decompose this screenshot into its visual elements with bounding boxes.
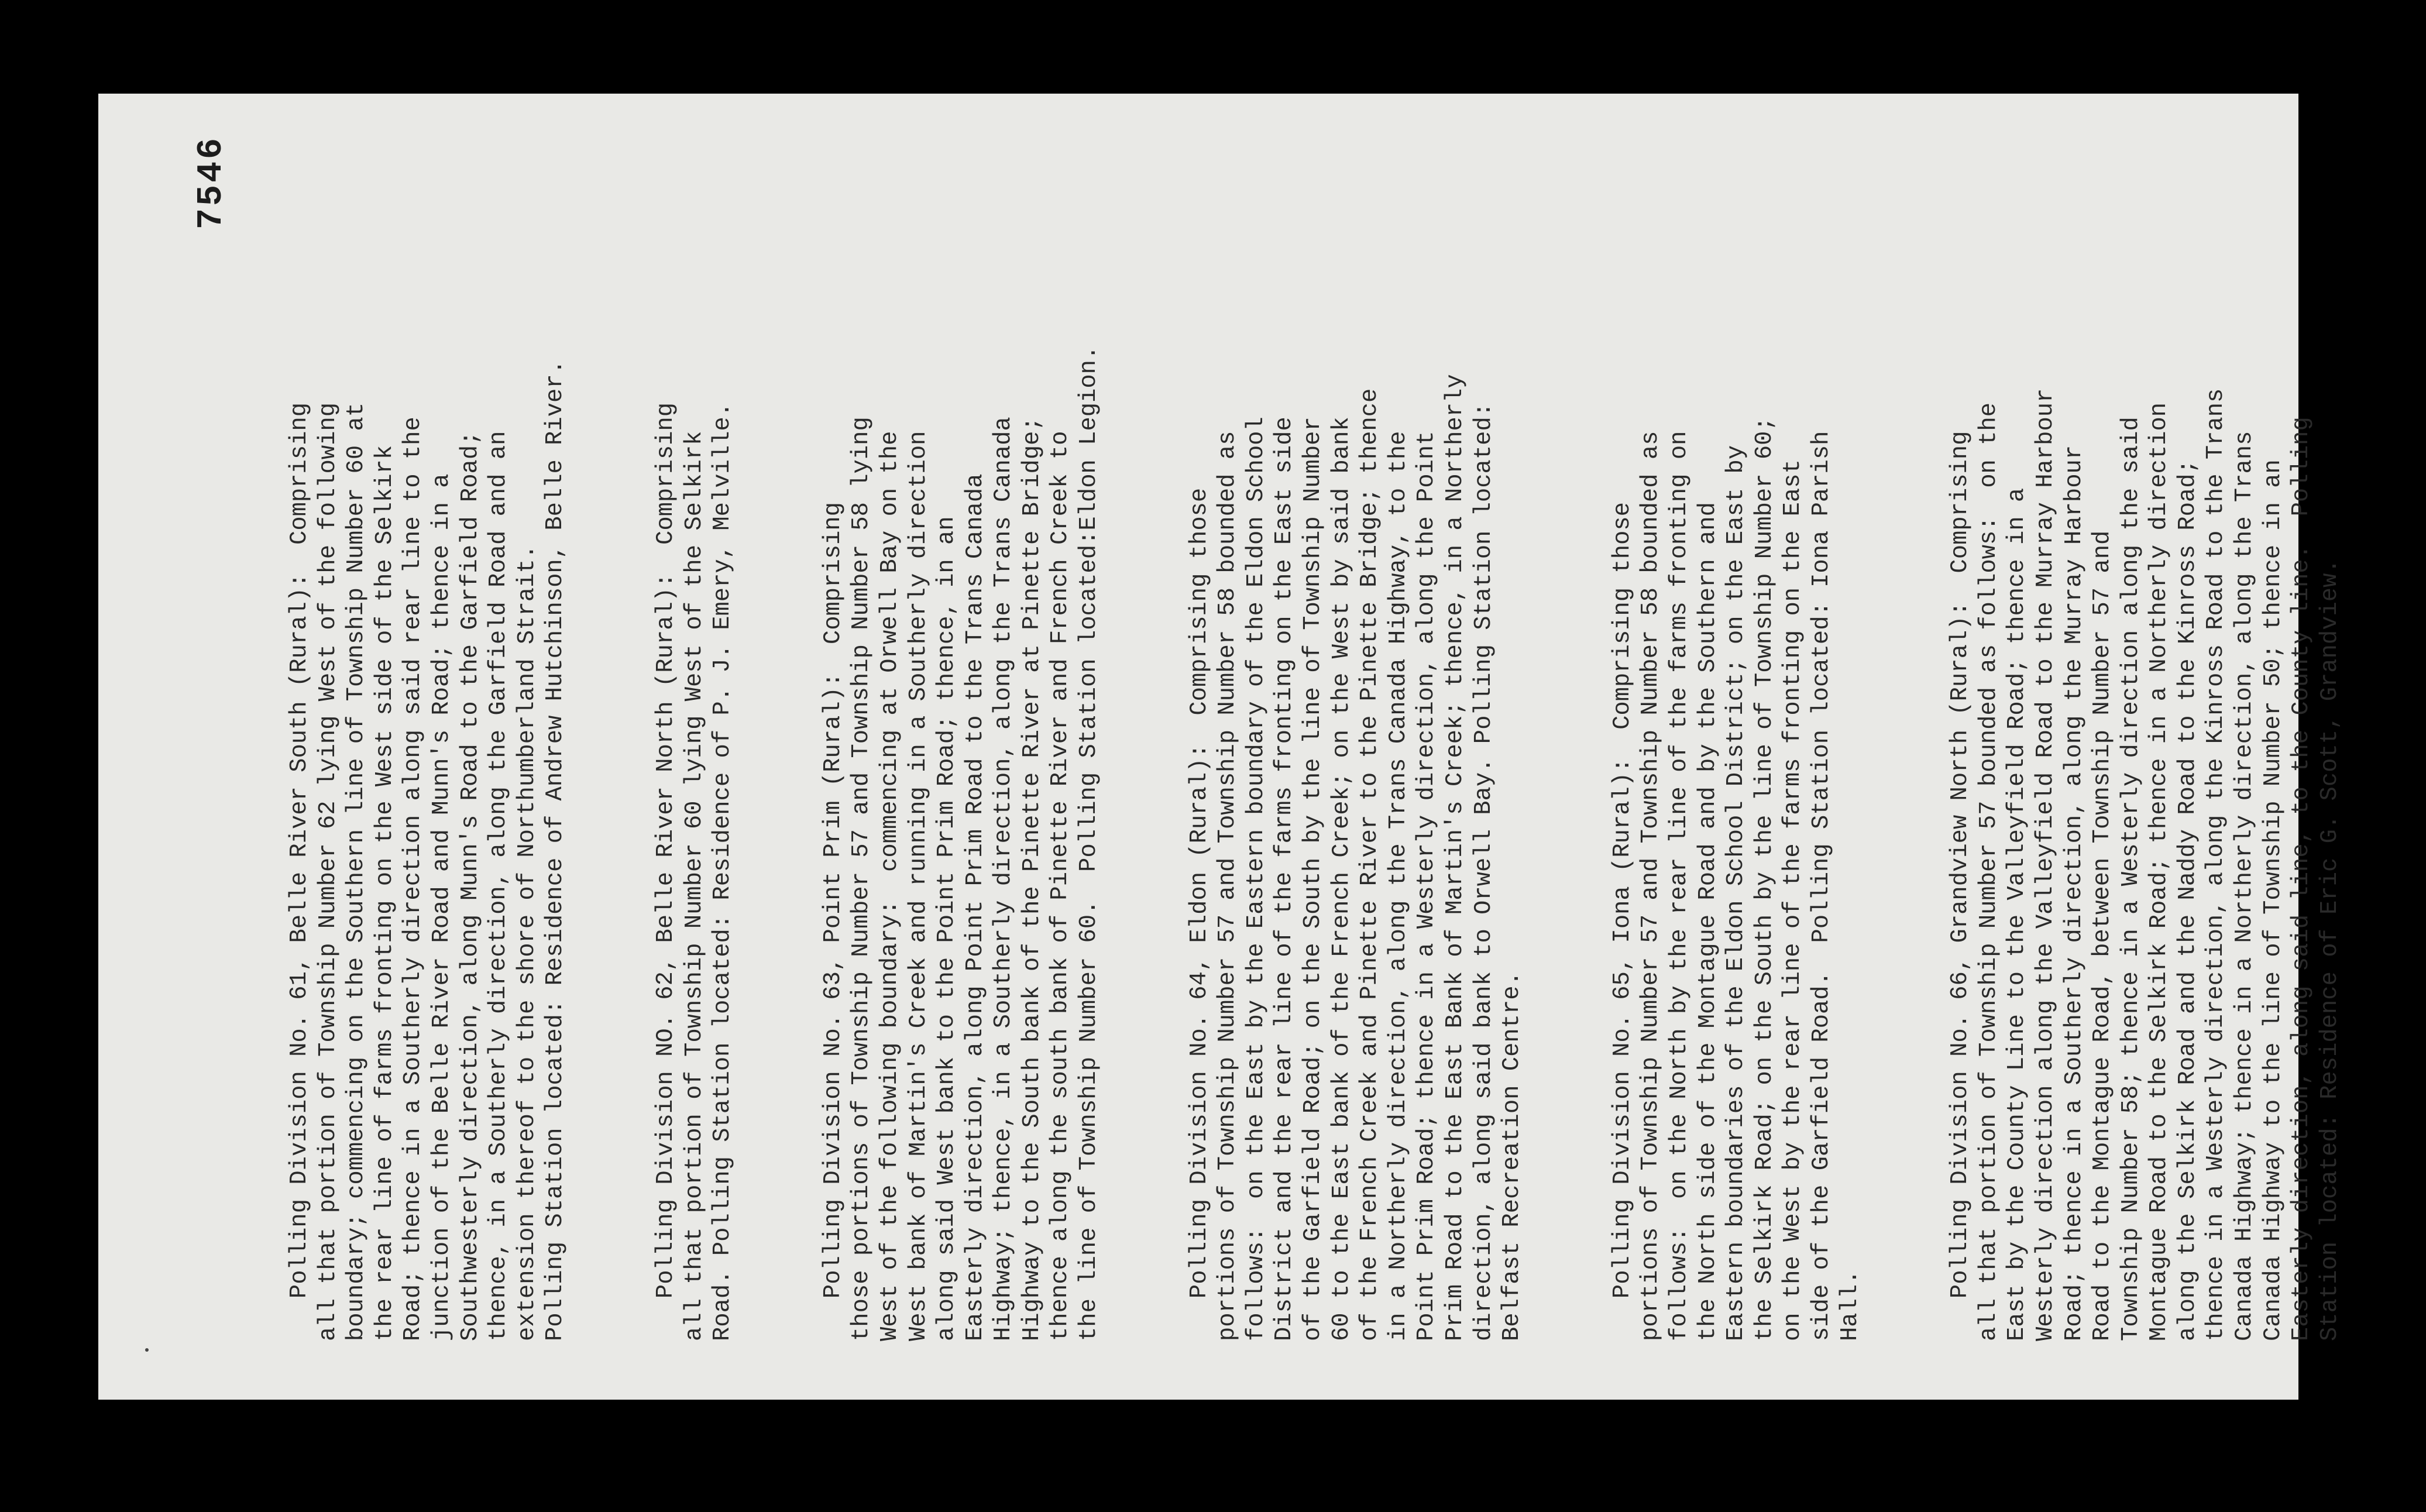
entry-line: West of the following boundary: commencing at Orwell Bay on the bbox=[876, 431, 903, 1341]
polling-division-entry bbox=[819, 136, 1104, 1341]
entry-line: portions of Township Number 57 and Township Number 58 bounded as bbox=[1637, 431, 1665, 1341]
entry-line: Point Prim Road; thence in a Westerly direction, along the Point bbox=[1413, 431, 1441, 1341]
entry-line: Polling Division NO. 62, Belle River North (Rural): Comprising bbox=[652, 402, 679, 1341]
entry-line: the Selkirk Road; on the South by the line of Township Number 60; bbox=[1751, 417, 1778, 1341]
entry-line: Polling Division No. 65, Iona (Rural): Comprising those bbox=[1609, 502, 1636, 1341]
entry-line: the North side of the Montague Road and by the Southern and bbox=[1694, 502, 1721, 1341]
polling-division-entry bbox=[1185, 136, 1527, 1341]
entry-line: the line of Township Number 60. Polling Station located:Eldon Legion. bbox=[1075, 345, 1103, 1341]
entry-line: Easterly direction, along Point Prim Road to the Trans Canada bbox=[961, 473, 989, 1341]
entry-line: West bank of Martin's Creek and running in a Southerly direction bbox=[905, 431, 932, 1341]
entry-line: Belfast Recreation Centre. bbox=[1499, 971, 1526, 1341]
scan-speck bbox=[145, 1348, 149, 1352]
entry-line: all that portion of Township Number 57 bounded as follows: on the bbox=[1975, 402, 2002, 1341]
polling-division-entry bbox=[652, 136, 737, 1341]
entry-line: Westerly direction along the Valleyfield Road to the Murray Harbour bbox=[2032, 388, 2059, 1341]
entry-line: Polling Station located: Residence of Andrew Hutchinson, Belle River. bbox=[542, 360, 569, 1341]
entry-line: side of the Garfield Road. Polling Station located: Iona Parish bbox=[1808, 431, 1835, 1341]
entry-line: Easterly direction, along said line, to the County line. Polling bbox=[2288, 417, 2315, 1341]
entry-line: Polling Division No. 64, Eldon (Rural): Comprising those bbox=[1185, 487, 1213, 1341]
entry-line: East by the County Line to the Valleyfield Road; thence in a bbox=[2004, 487, 2031, 1341]
entry-line: boundary; commencing on the Southern line of Township Number 60 at bbox=[343, 402, 370, 1341]
entry-line: Station located: Residence of Eric G. Scott, Grandview. bbox=[2316, 559, 2343, 1341]
entry-line: along the Selkirk Road and the Naddy Road to the Kinross Road; bbox=[2174, 459, 2201, 1341]
entry-line: Highway; thence, in a Southerly direction, along the Trans Canada bbox=[990, 417, 1018, 1341]
entry-line: follows: on the North by the rear line of the farms fronting on bbox=[1665, 431, 1693, 1341]
entry-line: those portions of Township Number 57 and Township Number 58 lying bbox=[848, 417, 875, 1341]
entry-line: of the French Creek and Pinette River to the Pinette Bridge; thence bbox=[1356, 388, 1384, 1341]
entry-line: all that portion of Township Number 60 lying West of the Selkirk bbox=[681, 431, 708, 1341]
entry-line: along said West bank to the Point Prim Road; thence, in an bbox=[933, 516, 961, 1341]
entry-line: extension thereof to the shore of Northumberland Strait. bbox=[513, 544, 541, 1341]
entry-line: all that portion of Township Number 62 lying West of the following bbox=[314, 402, 342, 1341]
entry-line: Canada Highway to the line of Township Number 50; thence in an bbox=[2259, 459, 2287, 1341]
polling-division-entry bbox=[1609, 136, 1864, 1341]
entry-line: Polling Division No. 61, Belle River South (Rural): Comprising bbox=[286, 402, 313, 1341]
entry-line: thence, in a Southerly direction, along the Garfield Road and an bbox=[485, 431, 513, 1341]
entry-line: 60 to the East bank of the French Creek; on the West by said bank bbox=[1328, 417, 1355, 1341]
entry-line: follows: on the East by the Eastern boundary of the Eldon School bbox=[1242, 417, 1270, 1341]
entry-line: direction, along said bank to Orwell Bay. Polling Station located: bbox=[1470, 402, 1497, 1341]
entry-line: Road to the Montague Road, between Township Number 57 and bbox=[2089, 530, 2116, 1341]
entry-line: thence along the south bank of Pinette River and French Creek to bbox=[1047, 431, 1074, 1341]
entry-line: in a Northerly direction, along the Trans Canada Highway, to the bbox=[1384, 431, 1412, 1341]
entry-line: Road; thence in a Southerly direction along said rear line to the bbox=[400, 417, 427, 1341]
document-page bbox=[98, 94, 2343, 1400]
polling-division-entry bbox=[286, 136, 570, 1341]
entry-line: of the Garfield Road; on the South by the line of Township Number bbox=[1300, 417, 1327, 1341]
entry-line: Township Number 58; thence in a Westerly direction along the said bbox=[2117, 417, 2145, 1341]
entry-line: Polling Division No. 63, Point Prim (Rural): Comprising bbox=[819, 502, 847, 1341]
entry-line: junction of the Belle River Road and Munn's Road; thence in a bbox=[428, 473, 455, 1341]
entry-line: Southwesterly direction, along Munn's Road to the Garfield Road; bbox=[456, 431, 484, 1341]
entry-line: Polling Division No. 66, Grandview North (Rural): Comprising bbox=[1947, 431, 1974, 1341]
entry-line: Canada Highway; thence in a Northerly direction, along the Trans bbox=[2231, 431, 2259, 1341]
rotated-text-block bbox=[169, 94, 2343, 1400]
entry-line: Road; thence in a Southerly direction, along the Murray Harbour bbox=[2060, 445, 2088, 1341]
entry-line: Hall. bbox=[1836, 1270, 1864, 1341]
entry-line: thence in a Westerly direction, along the Kinross Road to the Trans bbox=[2202, 388, 2230, 1341]
page-number: 7546 bbox=[192, 136, 232, 230]
polling-division-entry bbox=[1946, 136, 2344, 1341]
entry-line: District and the rear line of the farms fronting on the East side bbox=[1271, 417, 1298, 1341]
entry-line: Highway to the South bank of the Pinette River at Pinette Bridge; bbox=[1018, 417, 1046, 1341]
entry-line: the rear line of farms fronting on the West side of the Selkirk bbox=[371, 445, 398, 1341]
entry-line: Montague Road to the Selkirk Road; thence in a Northerly direction bbox=[2146, 402, 2173, 1341]
polling-division-list bbox=[286, 136, 2426, 1341]
entry-line: Prim Road to the East Bank of Martin's Creek; thence, in a Northerly bbox=[1442, 374, 1469, 1341]
entry-line: Eastern boundaries of the Eldon School District; on the East by bbox=[1723, 445, 1750, 1341]
entry-line: portions of Township Number 57 and Township Number 58 bounded as bbox=[1214, 431, 1242, 1341]
entry-line: on the West by the rear line of the farms fronting on the East bbox=[1779, 459, 1807, 1341]
entry-line: Road. Polling Station located: Residence of P. J. Emery, Melville. bbox=[709, 402, 737, 1341]
